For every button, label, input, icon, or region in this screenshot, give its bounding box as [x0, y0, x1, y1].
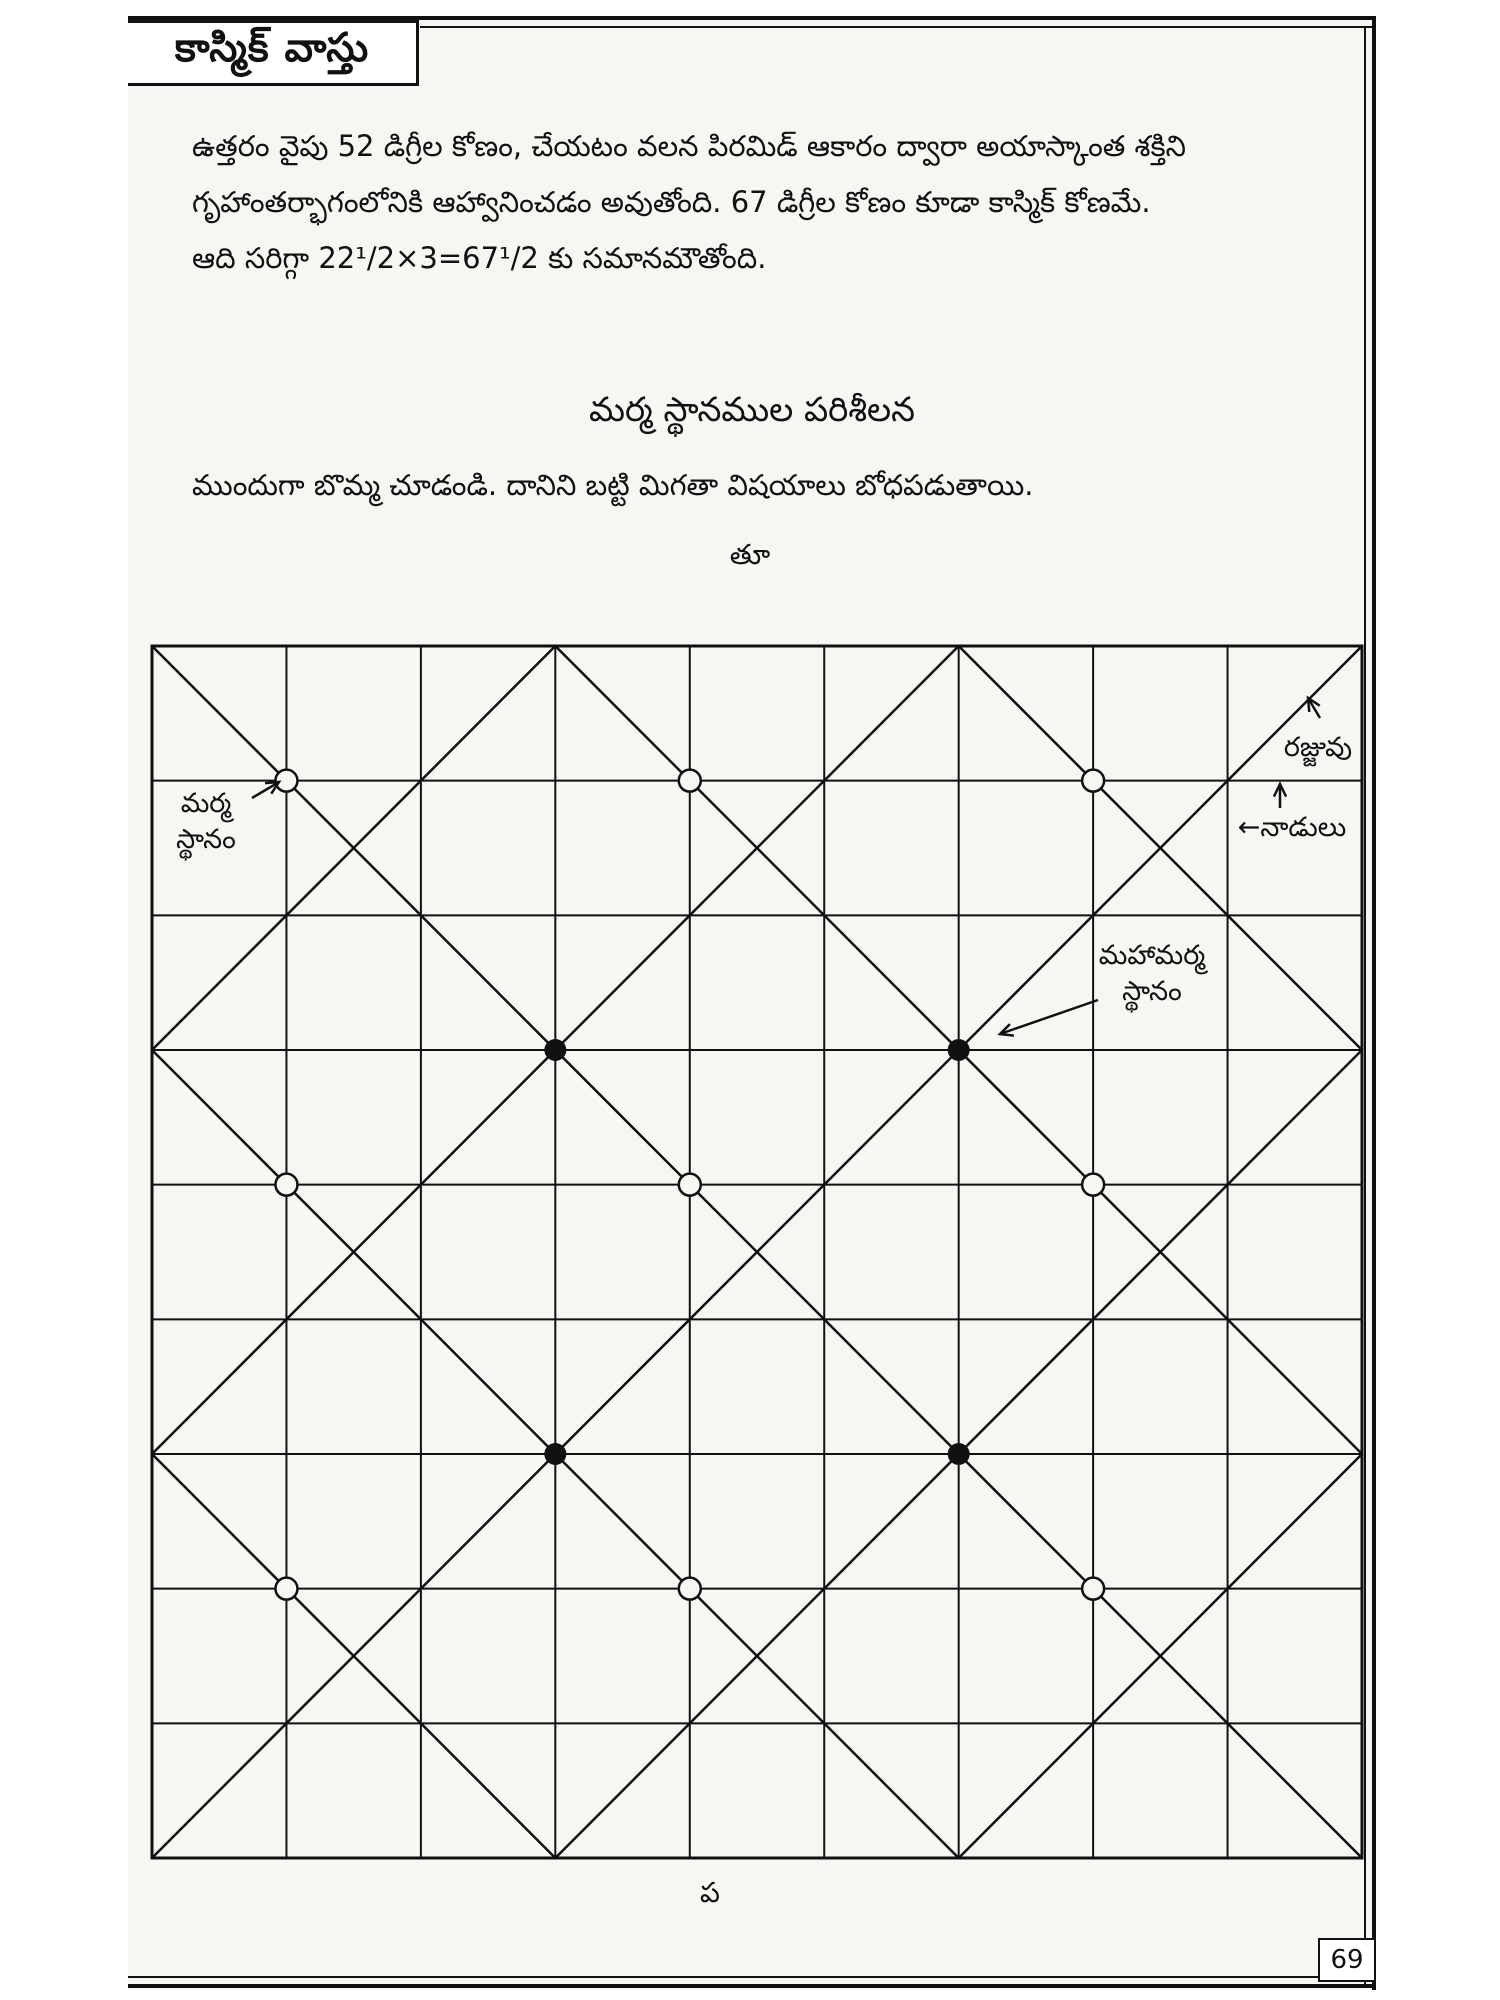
maha-marma-point — [544, 1039, 566, 1061]
nadulu-label: ←నాడులు — [1237, 812, 1347, 843]
direction-west-label: ప — [700, 1876, 720, 1909]
marma-point — [275, 1578, 297, 1600]
paragraph-line: ఆది సరిగ్గా 22¹/2×3=67¹/2 కు సమానమౌతోంది. — [192, 241, 767, 275]
intro-text: ముందుగా బొమ్మ చూడండి. దానిని బట్టి మిగతా విషయాలు బోధపడుతాయి. — [192, 468, 1034, 502]
marma-point — [1082, 1174, 1104, 1196]
marma-point — [275, 770, 297, 792]
marma-point — [275, 1174, 297, 1196]
maha-marma-label-line: స్థానం — [1122, 976, 1182, 1007]
maha-marma-point — [948, 1039, 970, 1061]
marma-label-line: స్థానం — [176, 824, 236, 855]
section-heading: మర్మ స్థానముల పరిశీలన — [588, 390, 916, 430]
rajjuvu-label: రజ్జువు — [1283, 732, 1353, 763]
page-number: 69 — [1318, 1938, 1376, 1982]
marma-label-line: మర్మ — [180, 788, 232, 819]
marma-sthanam-label — [156, 786, 256, 858]
marma-point — [1082, 1578, 1104, 1600]
marma-point — [1082, 770, 1104, 792]
maha-marma-label — [1082, 938, 1222, 1010]
paragraph-line: ఉత్తరం వైపు 52 డిగ్రీల కోణం, చేయటం వలన పిరమిడ్ ఆకారం ద్వారా అయాస్కాంత శక్తిని — [192, 129, 1187, 163]
marma-point — [679, 1578, 701, 1600]
maha-marma-point — [948, 1443, 970, 1465]
maha-marma-label-line: మహామర్మ — [1098, 940, 1206, 971]
direction-east-label: తూ — [729, 538, 771, 571]
marma-point — [679, 1174, 701, 1196]
marma-point — [679, 770, 701, 792]
maha-marma-point — [544, 1443, 566, 1465]
running-header: కాస్మిక్ వాస్తు — [128, 20, 419, 86]
paragraph-line: గృహాంతర్భాగంలోనికి ఆహ్వానించడం అవుతోంది. 67 డిగ్రీల కోణం కూడా కాస్మిక్ కోణమే. — [192, 185, 1151, 219]
